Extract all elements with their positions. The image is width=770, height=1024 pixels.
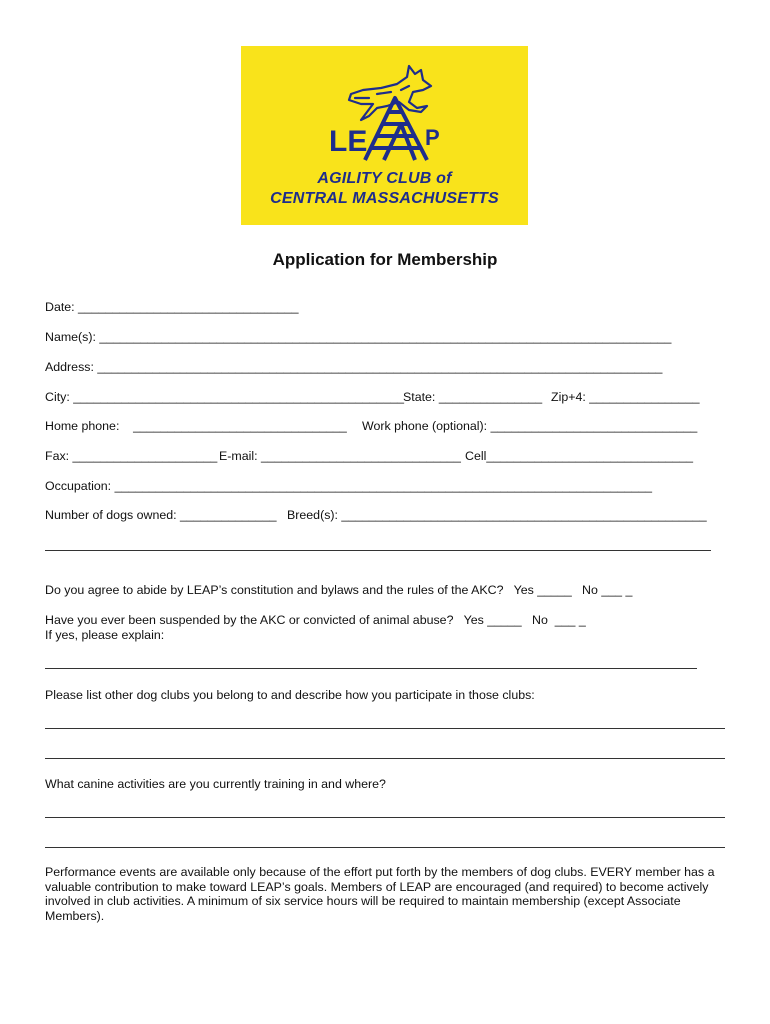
leap-logo <box>241 46 528 225</box>
activities-answer-line-2[interactable] <box>45 847 725 848</box>
constitution-question[interactable]: Do you agree to abide by LEAP’s constitution and bylaws and the rules of the AKC? Yes _____ No ___ _ <box>45 583 633 597</box>
activities-answer-line-1[interactable] <box>45 817 725 818</box>
home-phone-field[interactable]: Home phone: _______________________________ <box>45 419 347 433</box>
names-field[interactable]: Name(s): ___________________________________________________________________________________ <box>45 330 672 344</box>
date-field[interactable]: Date: ________________________________ <box>45 300 299 314</box>
logo-line-1: AGILITY CLUB of <box>317 170 452 187</box>
activities-question: What canine activities are you currently training in and where? <box>45 777 386 791</box>
cell-field[interactable]: Cell______________________________ <box>465 449 694 463</box>
city-field[interactable]: City: ________________________________________________ <box>45 390 404 404</box>
fax-field[interactable]: Fax: _____________________ <box>45 449 218 463</box>
brand-p: P <box>425 125 440 150</box>
occupation-field[interactable]: Occupation: ______________________________________________________________________________ <box>45 479 653 493</box>
work-phone-field[interactable]: Work phone (optional): ______________________________ <box>362 419 698 433</box>
membership-requirements-text: Performance events are available only because of the effort put forth by the members of dog clubs. EVERY member has a valuable contribution to make toward LEAP’s goals. Members of LEAP are encouraged (and required) to become actively involved in club activities. A minimum of six service hours will be required to maintain membership (except Associate Members). <box>45 865 715 923</box>
brand-le: LE <box>329 125 368 158</box>
explain-label: If yes, please explain: <box>45 628 165 642</box>
other-clubs-answer-line-1[interactable] <box>45 728 725 729</box>
dogs-owned-field[interactable]: Number of dogs owned: ______________ <box>45 508 277 522</box>
breeds-continuation-line[interactable] <box>45 550 711 551</box>
other-clubs-answer-line-2[interactable] <box>45 758 725 759</box>
other-clubs-question: Please list other dog clubs you belong to and describe how you participate in those clubs: <box>45 688 535 702</box>
zip-field[interactable]: Zip+4: ________________ <box>551 390 700 404</box>
address-field[interactable]: Address: __________________________________________________________________________________ <box>45 360 663 374</box>
logo-line-2: CENTRAL MASSACHUSETTS <box>270 190 499 207</box>
suspension-question[interactable]: Have you ever been suspended by the AKC or convicted of animal abuse? Yes _____ No ___ _ <box>45 613 586 627</box>
breeds-field[interactable]: Breed(s): _____________________________________________________ <box>287 508 707 522</box>
email-field[interactable]: E-mail: _____________________________ <box>219 449 461 463</box>
explain-answer-line[interactable] <box>45 668 697 669</box>
form-title: Application for Membership <box>272 250 498 269</box>
state-field[interactable]: State: _______________ <box>403 390 543 404</box>
